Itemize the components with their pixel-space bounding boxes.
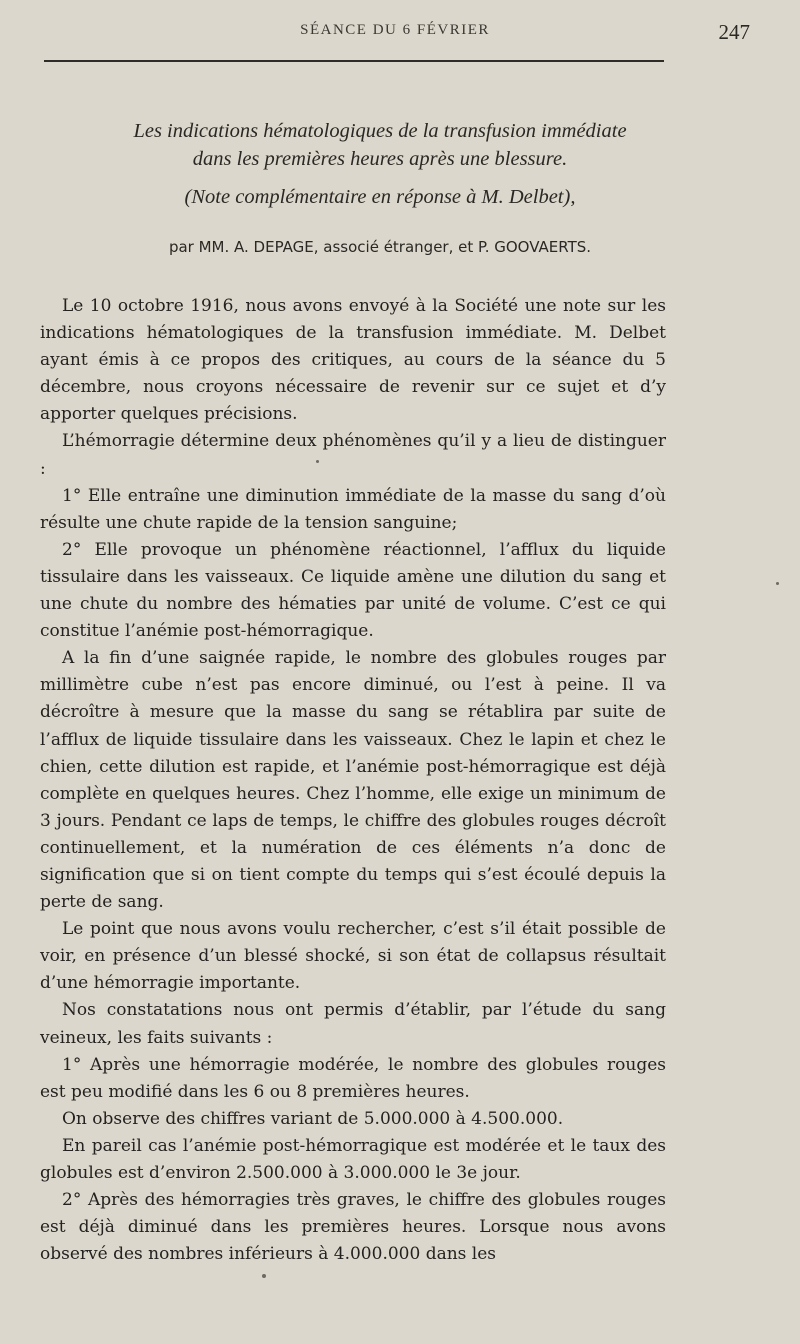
- running-head: SÉANCE DU 6 FÉVRIER: [300, 22, 490, 38]
- paper-speck: [776, 582, 779, 585]
- paragraph: 1° Après une hémorragie modérée, le nombre des globules rouges est peu modifié dans les 6 ou 8 premières heures.: [40, 1054, 666, 1102]
- paragraph: Le point que nous avons voulu rechercher, c’est s’il était possible de voir, en présence d’un blessé shocké, si son état de collapsus résultait d’une hémorragie importante.: [40, 919, 666, 994]
- page-number: 247: [718, 20, 750, 44]
- article-title: [40, 117, 720, 173]
- paragraph: L’hémorragie détermine deux phénomènes qu’il y a lieu de distinguer :: [40, 431, 666, 479]
- article-subtitle: (Note complémentaire en réponse à M. Delbet),: [184, 186, 576, 208]
- title-line-2: dans les premières heures après une blessure.: [192, 148, 568, 170]
- article-body: [40, 293, 666, 1268]
- paragraph: 2° Après des hémorragies très graves, le chiffre des globules rouges est déjà diminué dans les premières heures. Lorsque nous avons observé des nombres inférieurs à 4.000.000 dans les: [40, 1190, 666, 1265]
- paragraph: 2° Elle provoque un phénomène réactionnel, l’afflux du liquide tissulaire dans les vaisseaux. Ce liquide amène une dilution du sang et une chute du nombre des hématies par unité de volume. C’est ce qui constitue l’anémie post-hémorragique.: [40, 539, 666, 642]
- paragraph: 1° Elle entraîne une diminution immédiate de la masse du sang d’où résulte une chute rapide de la tension sanguine;: [40, 485, 666, 533]
- paragraph: A la fin d’une saignée rapide, le nombre des globules rouges par millimètre cube n’est pas encore diminué, ou l’est à peine. Il va décroître à mesure que la masse du sang se rétablira par suite de l’afflux de liquide tissulaire dans les vaisseaux. Chez le lapin et chez le chien, cette dilution est rapide, et l’anémie post-hémorragique est déjà complète en quelques heures. Chez l’homme, elle exige un minimum de 3 jours. Pendant ce laps de temps, le chiffre des globules rouges décroît continuellement, et la numération de ces éléments n’a donc de signification que si on tient compte du temps qui s’est écoulé depuis la perte de sang.: [40, 648, 666, 913]
- paper-speck: [316, 460, 319, 463]
- paragraph: Le 10 octobre 1916, nous avons envoyé à la Société une note sur les indications hématologiques de la transfusion immédiate. M. Delbet ayant émis à ce propos des critiques, au cours de la séance du 5 décembre, nous croyons nécessaire de revenir sur ce sujet et d’y apporter quelques précisions.: [40, 296, 666, 425]
- paper-speck: [262, 1274, 266, 1278]
- title-line-1: Les indications hématologiques de la transfusion immédiate: [133, 120, 627, 142]
- header-rule: [44, 60, 664, 62]
- article-authors: par MM. A. DEPAGE, associé étranger, et P. GOOVAERTS.: [168, 238, 592, 256]
- paragraph: En pareil cas l’anémie post-hémorragique est modérée et le taux des globules est d’environ 2.500.000 à 3.000.000 le 3e jour.: [40, 1135, 666, 1183]
- paragraph: On observe des chiffres variant de 5.000.000 à 4.500.000.: [62, 1108, 564, 1129]
- page-header: [40, 20, 750, 50]
- paragraph: Nos constatations nous ont permis d’établir, par l’étude du sang veineux, les faits suivants :: [40, 1000, 666, 1048]
